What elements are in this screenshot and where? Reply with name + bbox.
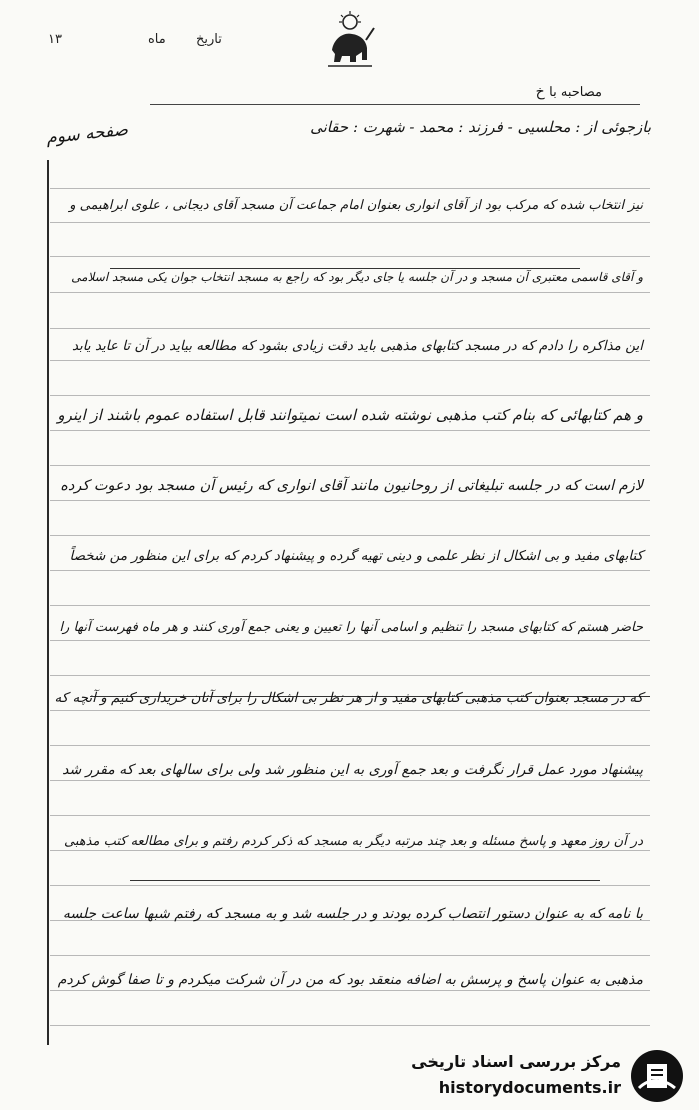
ruled-line: [50, 570, 650, 571]
text-line: مذهبی به عنوان پاسخ و پرسش به اضافه منعقد بود که من در آن شرکت میکردم و تا صفا گوش کردم: [57, 972, 643, 988]
ruled-line: [50, 222, 650, 223]
ruled-line: [50, 430, 650, 431]
watermark: [408, 1046, 693, 1106]
ruled-line: [50, 745, 650, 746]
ruled-line: [50, 850, 650, 851]
ruled-line: [50, 780, 650, 781]
ruled-line: [50, 292, 650, 293]
text-line: و آقای قاسمی معتبری آن مسجد و در آن جلسه یا جای دیگر بود که راجع به مسجد انتخاب جوان یکی مسجد اسلامی: [71, 270, 643, 284]
ruled-line: [50, 675, 650, 676]
interviewer-value: خ: [535, 84, 545, 100]
ruled-line: [50, 1025, 650, 1026]
watermark-url: historydocuments.ir: [438, 1078, 621, 1097]
ruled-line: [50, 188, 650, 189]
page-number: ۱۳: [48, 32, 62, 47]
text-line: با نامه که به عنوان دستور انتصاب کرده بودند و در جلسه شد و به مسجد که رفتم شبها ساعت جلسه: [62, 906, 643, 922]
ruled-line: [50, 710, 650, 711]
text-line: نیز انتخاب شده که مرکب بود از آقای انواری بعنوان امام جماعت آن مسجد آقای دیجانی ، علوی ابراهیمی و: [69, 198, 643, 213]
month-label: ماه: [148, 32, 166, 47]
text-line: پیشنهاد مورد عمل قرار نگرفت و بعد جمع آوری به این منظور شد ولی برای سالهای بعد که مقرر شد: [62, 762, 643, 778]
ruled-line: [50, 328, 650, 329]
ruled-line: [50, 990, 650, 991]
lion-and-sun-emblem: [322, 10, 378, 70]
ruled-line: [50, 605, 650, 606]
left-margin-rule: [47, 160, 49, 1045]
ruled-line: [50, 395, 650, 396]
archive-logo-icon: [629, 1048, 685, 1104]
ruled-line: [50, 885, 650, 886]
interviewer-field: [482, 84, 602, 100]
text-line: و هم کتابهائی که بنام کتب مذهبی نوشته شده است نمیتوانند قابل استفاده عموم باشند از اینرو: [57, 406, 643, 424]
underline-mark: [110, 268, 580, 269]
text-line: که در مسجد بعنوان کتب مذهبی کتابهای مفید و از هر نظر بی اشکال را برای آنان خریداری کنیم و آنچه که: [54, 690, 643, 706]
text-line: در آن روز معهد و پاسخ مسئله و بعد چند مرتبه دیگر به مسجد که ذکر کردم رفتم و برای مطالعه کتب مذهبی: [64, 834, 643, 849]
underline-mark: [130, 880, 600, 881]
watermark-title: مرکز بررسی اسناد تاریخی: [411, 1052, 621, 1071]
ruled-line: [50, 535, 650, 536]
ruled-line: [50, 500, 650, 501]
handwritten-body: [50, 160, 655, 1040]
ruled-line: [50, 640, 650, 641]
text-line: حاضر هستم که کتابهای مسجد را تنظیم و اسامی آنها را تعیین و یعنی جمع آوری کنند و هر ماه فهرست آنها را: [59, 620, 643, 635]
text-line: لازم است که در جلسه تبلیغاتی از روحانیون مانند آقای انواری که رئیس آن مسجد بود دعوت کرده: [60, 478, 643, 494]
ruled-line: [50, 465, 650, 466]
ruled-line: [50, 955, 650, 956]
text-line: این مذاکره را دادم که در مسجد کتابهای مذهبی باید دقت زیادی بشود که مطالعه بیاید در آن تا عاید یابد: [71, 338, 643, 354]
top-rule: [150, 104, 640, 105]
subject-line: بازجوئی از : محلسیی - فرزند : محمد - شهرت : حقانی: [310, 118, 651, 136]
page-label: صفحه سوم: [45, 119, 129, 149]
ruled-line: [50, 256, 650, 257]
interviewer-label: مصاحبه با: [549, 85, 602, 100]
ruled-line: [50, 360, 650, 361]
date-label: تاریخ: [196, 32, 222, 47]
text-line: کتابهای مفید و بی اشکال از نظر علمی و دینی تهیه گرده و پیشنهاد کردم که برای این منظور من شخصاً: [69, 548, 643, 564]
ruled-line: [50, 815, 650, 816]
